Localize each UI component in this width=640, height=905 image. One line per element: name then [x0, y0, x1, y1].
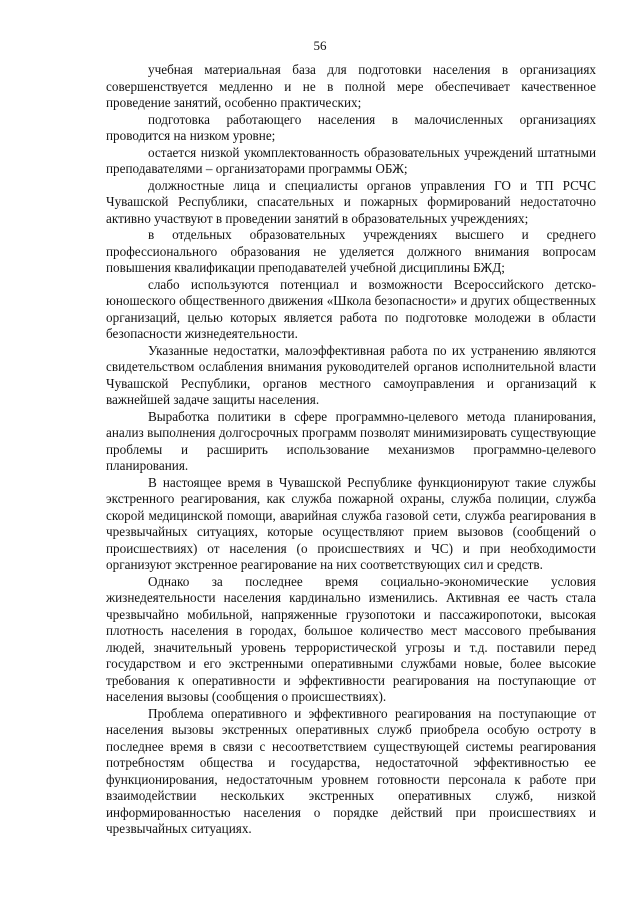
paragraph: В настоящее время в Чувашской Республике функционируют такие службы экстренного реагирования, как служба пожарной охраны, служба полиции, служба скорой медицинской помощи, аварийная служба газовой сети, служба реагирования в чрезвычайных ситуациях, которые осуществляют прием вызовов (сообщений о происшествиях) от населения (о происшествиях и ЧС) и при необходимости организуют экстренное реагирование на них соответствующих сил и средств. — [106, 474, 596, 572]
paragraph: остается низкой укомплектованность образовательных учреждений штатными преподавателями – организаторами программы ОБЖ; — [106, 144, 596, 176]
paragraph: Выработка политики в сфере программно-целевого метода планирования, анализ выполнения долгосрочных программ позволят минимизировать существующие проблемы и расширить использование механизмов программно-целевого планирования. — [106, 408, 596, 473]
paragraph: учебная материальная база для подготовки населения в организациях совершенствуется медленно и не в полной мере обеспечивает качественное проведение занятий, особенно практических; — [106, 62, 596, 110]
paragraph: подготовка работающего населения в малочисленных организациях проводится на низком уровне; — [106, 111, 596, 143]
body-text — [106, 62, 596, 838]
paragraph: Однако за последнее время социально-экономические условия жизнедеятельности населения кардинально изменились. Активная ее часть стала чрезвычайно мобильной, напряженные грузопотоки и пассажиропотоки, высокая плотность населения в городах, большое количество мест массового пребывания людей, значительный уровень террористической угрозы и т.д. поставили перед государством и его экстренными оперативными службами новые, более высокие требования к оперативности и эффективности реагирования на поступающие от населения вызовы (сообщения о происшествиях). — [106, 573, 596, 704]
paragraph: Указанные недостатки, малоэффективная работа по их устранению являются свидетельством ослабления внимания руководителей органов исполнительной власти Чувашской Республики, органов местного самоуправления и организаций к важнейшей задаче защиты населения. — [106, 342, 596, 407]
paragraph: Проблема оперативного и эффективного реагирования на поступающие от населения вызовы экстренных оперативных служб приобрела особую остроту в последнее время в связи с несоответствием существующей системы реагирования потребностям общества и государства, недостаточной эффективностью ее функционирования, недостаточным уровнем готовности персонала к работе при взаимодействии нескольких экстренных оперативных служб, низкой информированностью населения о порядке действий при происшествиях и чрезвычайных ситуациях. — [106, 705, 596, 836]
paragraph: в отдельных образовательных учреждениях высшего и среднего профессионального образования не уделяется должного внимания вопросам повышения квалификации преподавателей учебной дисциплины БЖД; — [106, 227, 596, 275]
paragraph: должностные лица и специалисты органов управления ГО и ТП РСЧС Чувашской Республики, спасательных и пожарных формирований недостаточно активно участвуют в проведении занятий в образовательных учреждениях; — [106, 177, 596, 226]
page-number: 56 — [313, 38, 327, 53]
paragraph: слабо используются потенциал и возможности Всероссийского детско-юношеского общественного движения «Школа безопасности» и других общественных организаций, целью которых является работа по подготовке молодежи в области безопасности жизнедеятельности. — [106, 276, 596, 341]
